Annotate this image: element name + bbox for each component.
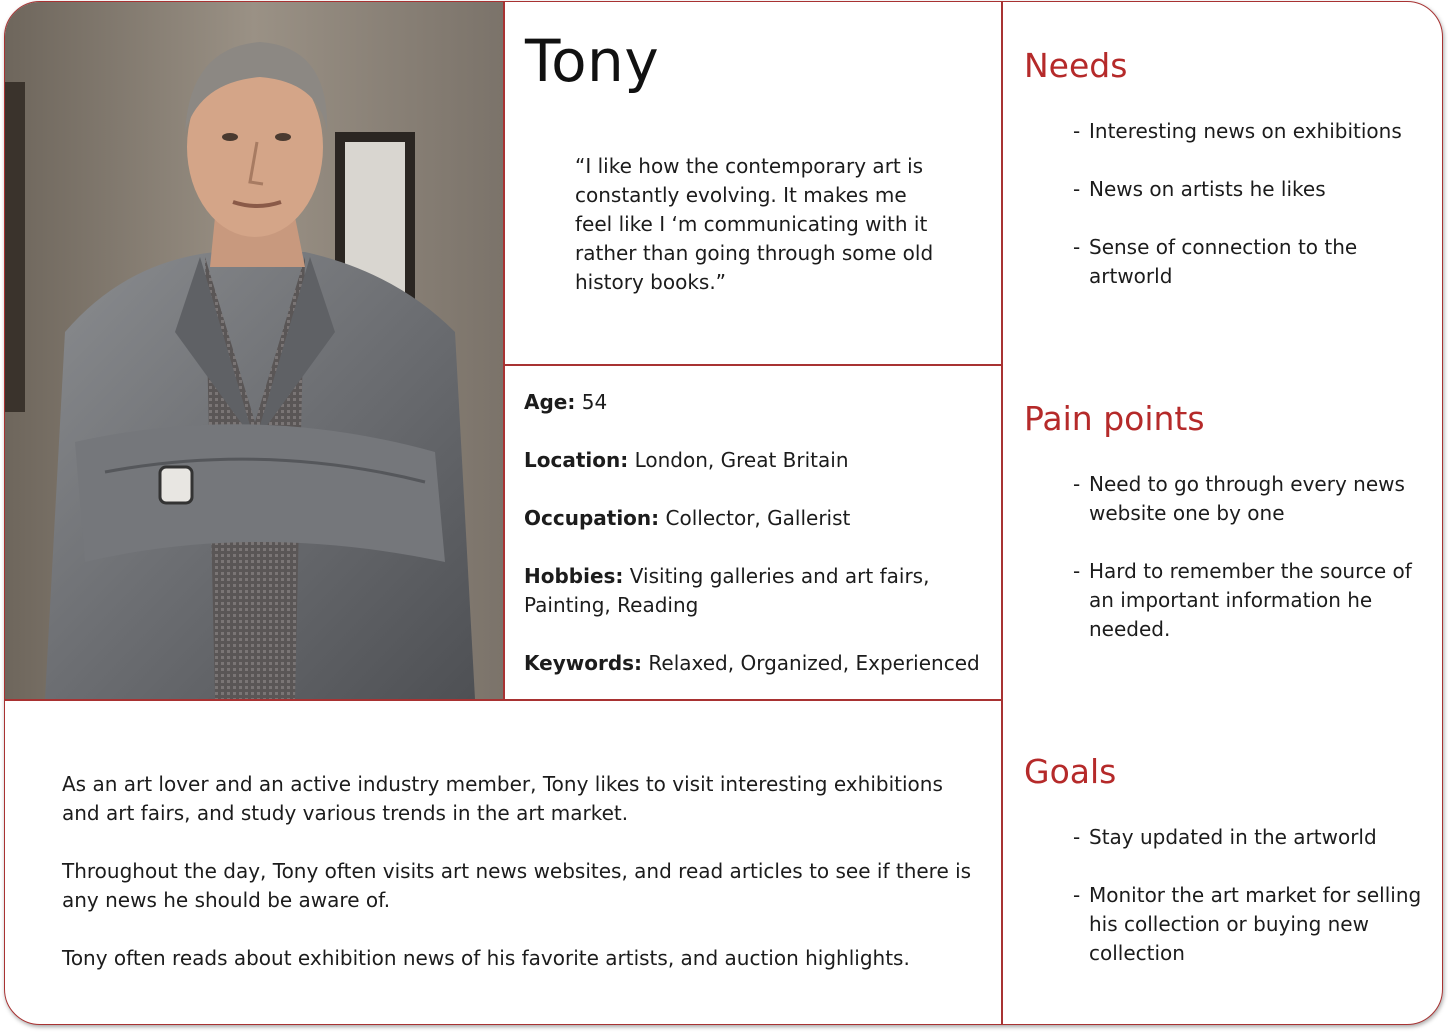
fact-occupation	[524, 504, 994, 533]
bullet-dash: -	[1073, 883, 1081, 907]
pain-points-title: Pain points	[1024, 399, 1205, 438]
list-item	[1073, 175, 1423, 204]
goals-title: Goals	[1024, 752, 1117, 791]
list-item	[1073, 881, 1423, 968]
pain-points-list	[1073, 470, 1423, 673]
list-item-text: Hard to remember the source of an important information he needed.	[1089, 559, 1412, 641]
fact-value: London, Great Britain	[634, 448, 849, 472]
persona-bio	[62, 770, 982, 1002]
bullet-dash: -	[1073, 119, 1081, 143]
list-item-text: Monitor the art market for selling his collection or buying new collection	[1089, 883, 1422, 965]
bullet-dash: -	[1073, 472, 1081, 496]
bio-paragraph: As an art lover and an active industry member, Tony likes to visit interesting exhibitions and art fairs, and study various trends in the art market.	[62, 772, 943, 825]
fact-age	[524, 388, 994, 417]
fact-label: Occupation:	[524, 506, 660, 530]
list-item-text: Sense of connection to the artworld	[1089, 235, 1358, 288]
needs-title: Needs	[1024, 46, 1128, 85]
persona-card	[4, 1, 1443, 1025]
needs-list	[1073, 117, 1423, 320]
fact-label: Hobbies:	[524, 564, 624, 588]
fact-label: Keywords:	[524, 651, 643, 675]
photo-divider	[503, 2, 505, 699]
fact-label: Location:	[524, 448, 629, 472]
persona-facts	[524, 388, 994, 707]
persona-photo	[5, 2, 503, 699]
bio-paragraph: Throughout the day, Tony often visits art news websites, and read articles to see if there is any news he should be aware of.	[62, 859, 972, 912]
quote-divider	[503, 364, 1001, 366]
list-item	[1073, 557, 1423, 644]
fact-value: Relaxed, Organized, Experienced	[648, 651, 980, 675]
bullet-dash: -	[1073, 235, 1081, 259]
fact-value: 54	[581, 390, 608, 414]
list-item-text: Interesting news on exhibitions	[1089, 119, 1402, 143]
list-item-text: Need to go through every news website one by one	[1089, 472, 1405, 525]
list-item	[1073, 233, 1423, 291]
fact-value: Collector, Gallerist	[665, 506, 851, 530]
list-item	[1073, 823, 1423, 852]
list-item-text: News on artists he likes	[1089, 177, 1326, 201]
fact-label: Age:	[524, 390, 576, 414]
list-item	[1073, 470, 1423, 528]
bullet-dash: -	[1073, 559, 1081, 583]
bullet-dash: -	[1073, 825, 1081, 849]
bullet-dash: -	[1073, 177, 1081, 201]
column-divider	[1001, 2, 1003, 1025]
fact-keywords	[524, 649, 994, 678]
list-item-text: Stay updated in the artworld	[1089, 825, 1377, 849]
list-item	[1073, 117, 1423, 146]
fact-value: Visiting galleries and art fairs, Painting, Reading	[524, 564, 930, 617]
persona-name: Tony	[525, 27, 660, 95]
bio-paragraph: Tony often reads about exhibition news of his favorite artists, and auction highlights.	[62, 946, 910, 970]
goals-list	[1073, 823, 1423, 997]
persona-quote: “I like how the contemporary art is constantly evolving. It makes me feel like I ‘m communicating with it rather than going through some old history books.”	[575, 154, 934, 294]
fact-hobbies	[524, 562, 994, 620]
fact-location	[524, 446, 994, 475]
portrait-photo-icon	[5, 2, 503, 699]
